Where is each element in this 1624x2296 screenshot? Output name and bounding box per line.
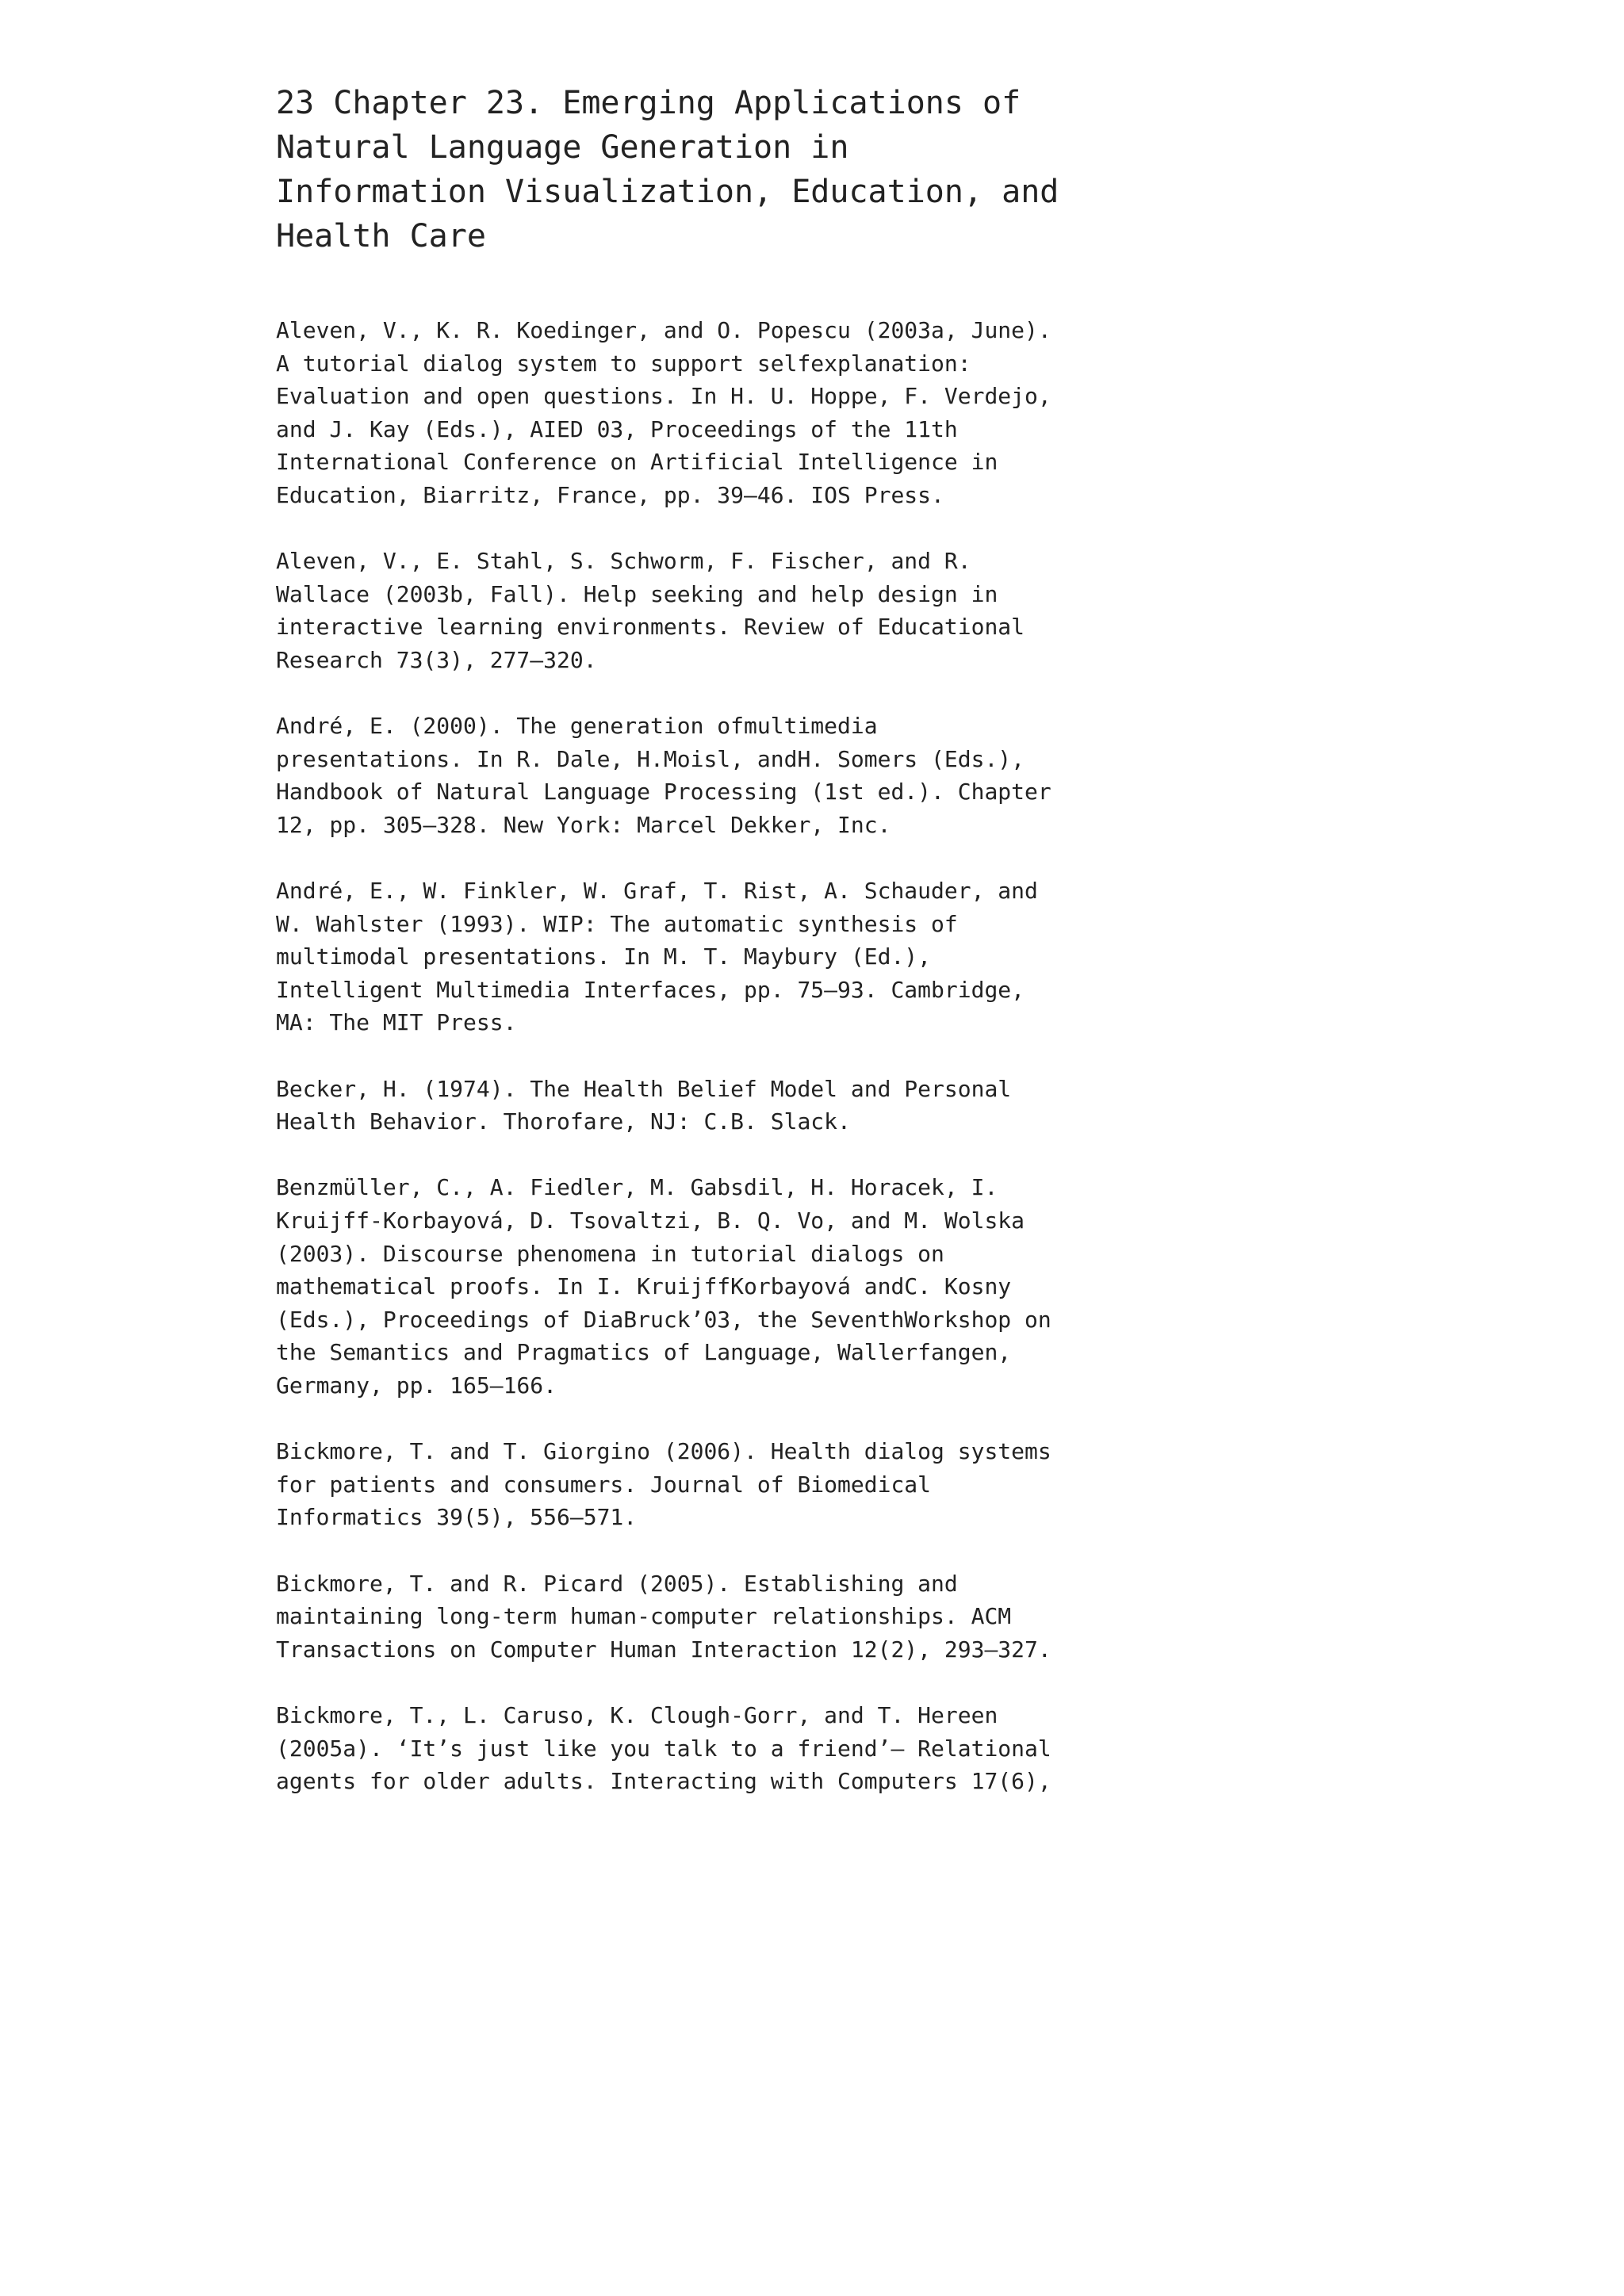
reference-entry: Bickmore, T. and R. Picard (2005). Establishing and maintaining long-term human-computer relationships. ACM Transactions on Computer Human Interaction 12(2), 293–327. (276, 1570, 1051, 1663)
reference-entry: Bickmore, T., L. Caruso, K. Clough-Gorr, and T. Hereen (2005a). ‘It’s just like you talk to a friend’— Relational agents for older adults. Interacting with Computers 17(6), (276, 1701, 1051, 1795)
chapter-title: 23 Chapter 23. Emerging Applications of Natural Language Generation in Information Visualization, Education, and Health Care (276, 85, 1059, 254)
reference-entry: Aleven, V., K. R. Koedinger, and O. Popescu (2003a, June). A tutorial dialog system to support selfexplanation: Evaluation and open questions. In H. U. Hoppe, F. Verdejo, and J. Kay (Eds.), AIED 03, Proceedings of the 11th International Conference on Artificial Intelligence in Education, Biarritz, France, pp. 39–46. IOS Press. (276, 317, 1051, 508)
reference-entry: Aleven, V., E. Stahl, S. Schworm, F. Fischer, and R. Wallace (2003b, Fall). Help seeking and help design in interactive learning environments. Review of Educational Research 73(3), 277–320. (276, 548, 1025, 673)
reference-entry: André, E. (2000). The generation ofmultimedia presentations. In R. Dale, H.Moisl, andH. Somers (Eds.), Handbook of Natural Language Processing (1st ed.). Chapter 12, pp. 305–328. New York: Marcel Dekker, Inc. (276, 713, 1051, 838)
reference-entry: André, E., W. Finkler, W. Graf, T. Rist, A. Schauder, and W. Wahlster (1993). WIP: The automatic synthesis of multimodal presentations. In M. T. Maybury (Ed.), Intelligent Multimedia Interfaces, pp. 75–93. Cambridge, MA: The MIT Press. (276, 878, 1038, 1036)
reference-entry: Becker, H. (1974). The Health Belief Model and Personal Health Behavior. Thorofare, NJ: C.B. Slack. (276, 1075, 1012, 1135)
reference-list (276, 314, 1370, 1798)
document-page (276, 81, 1370, 1831)
reference-entry: Bickmore, T. and T. Giorgino (2006). Health dialog systems for patients and consumers. Journal of Biomedical Informatics 39(5), 556–571. (276, 1438, 1051, 1531)
reference-entry: Benzmüller, C., A. Fiedler, M. Gabsdil, H. Horacek, I. Kruijff-Korbayová, D. Tsovaltzi, B. Q. Vo, and M. Wolska (2003). Discourse phenomena in tutorial dialogs on mathematical proofs. In I. KruijffKorbayová andC. Kosny (Eds.), Proceedings of DiaBruck’03, the SeventhWorkshop on the Semantics and Pragmatics of Language, Wallerfangen, Germany, pp. 165–166. (276, 1174, 1051, 1399)
